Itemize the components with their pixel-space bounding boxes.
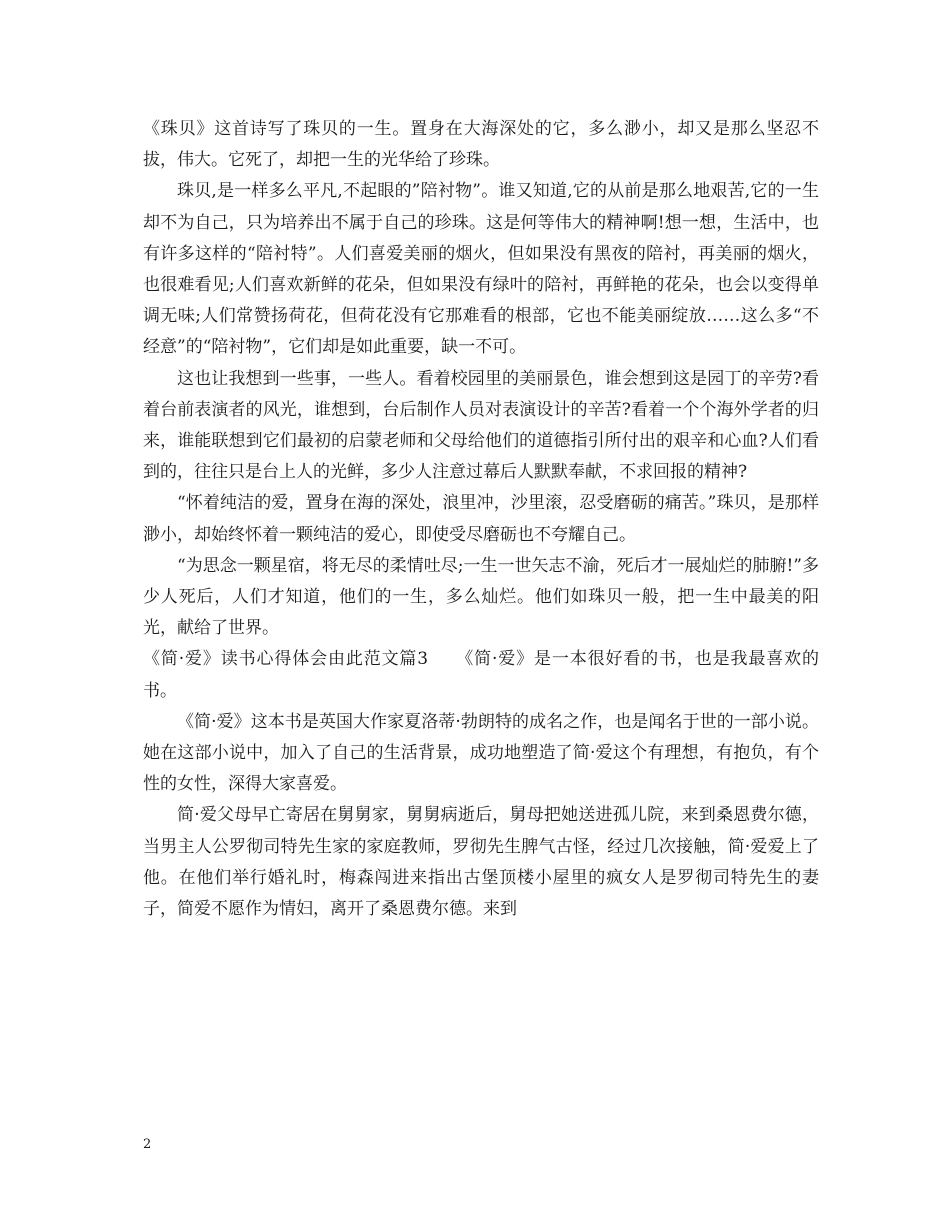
paragraph-8: 简·爱父母早亡寄居在舅舅家，舅舅病逝后，舅母把她送进孤儿院，来到桑恩费尔德，当男主人公罗彻司特先生家的家庭教师，罗彻先生脾气古怪，经过几次接触，简·爱爱上了他。在他们举行婚礼时，梅森闯进来指出古堡顶楼小屋里的疯女人是罗彻司特先生的妻子，简爱不愿作为情妇，离开了桑恩费尔德。来到 (143, 805, 819, 920)
paragraph-5: “为思念一颗星宿，将无尽的柔情吐尽;一生一世矢志不渝，死后才一展灿烂的肺腑!”多少人死后，人们才知道，他们的一生，多么灿烂。他们如珠贝一般，把一生中最美的阳光，献给了世界。 (143, 555, 819, 639)
section-heading-paragraph: 《简·爱》读书心得体会由此范文篇3 《简·爱》是一本很好看的书，也是我最喜欢的书。 (143, 649, 819, 701)
paragraph-1: 《珠贝》这首诗写了珠贝的一生。置身在大海深处的它，多么渺小，却又是那么坚忍不拔，伟大。它死了，却把一生的光华给了珍珠。 (143, 119, 819, 171)
paragraph-7: 《简·爱》这本书是英国大作家夏洛蒂·勃朗特的成名之作，也是闻名于世的一部小说。她在这部小说中，加入了自己的生活背景，成功地塑造了简·爱这个有理想，有抱负，有个性的女性，深得大家喜爱。 (143, 711, 819, 795)
page-number: 2 (143, 1137, 152, 1152)
document-body (143, 114, 819, 925)
paragraph-3: 这也让我想到一些事，一些人。看着校园里的美丽景色，谁会想到这是园丁的辛劳?看着台前表演者的风光，谁想到，台后制作人员对表演设计的辛苦?看着一个个海外学者的归来，谁能联想到它们最初的启蒙老师和父母给他们的道德指引所付出的艰辛和心血?人们看到的，往往只是台上人的光鲜，多少人注意过幕后人默默奉献，不求回报的精神? (143, 368, 819, 483)
paragraph-2: 珠贝,是一样多么平凡,不起眼的”陪衬物”。谁又知道,它的从前是那么地艰苦,它的一生却不为自己，只为培养出不属于自己的珍珠。这是何等伟大的精神啊!想一想，生活中，也有许多这样的“陪衬特”。人们喜爱美丽的烟火，但如果没有黑夜的陪衬，再美丽的烟火，也很难看见;人们喜欢新鲜的花朵，但如果没有绿叶的陪衬，再鲜艳的花朵，也会以变得单调无味;人们常赞扬荷花，但荷花没有它那难看的根部，它也不能美丽绽放……这么多“不经意”的“陪衬物”，它们却是如此重要，缺一不可。 (143, 181, 819, 358)
paragraph-4: “怀着纯洁的爱，置身在海的深处，浪里冲，沙里滚，忍受磨砺的痛苦。”珠贝，是那样渺小，却始终怀着一颗纯洁的爱心，即使受尽磨砺也不夸耀自己。 (143, 493, 819, 545)
